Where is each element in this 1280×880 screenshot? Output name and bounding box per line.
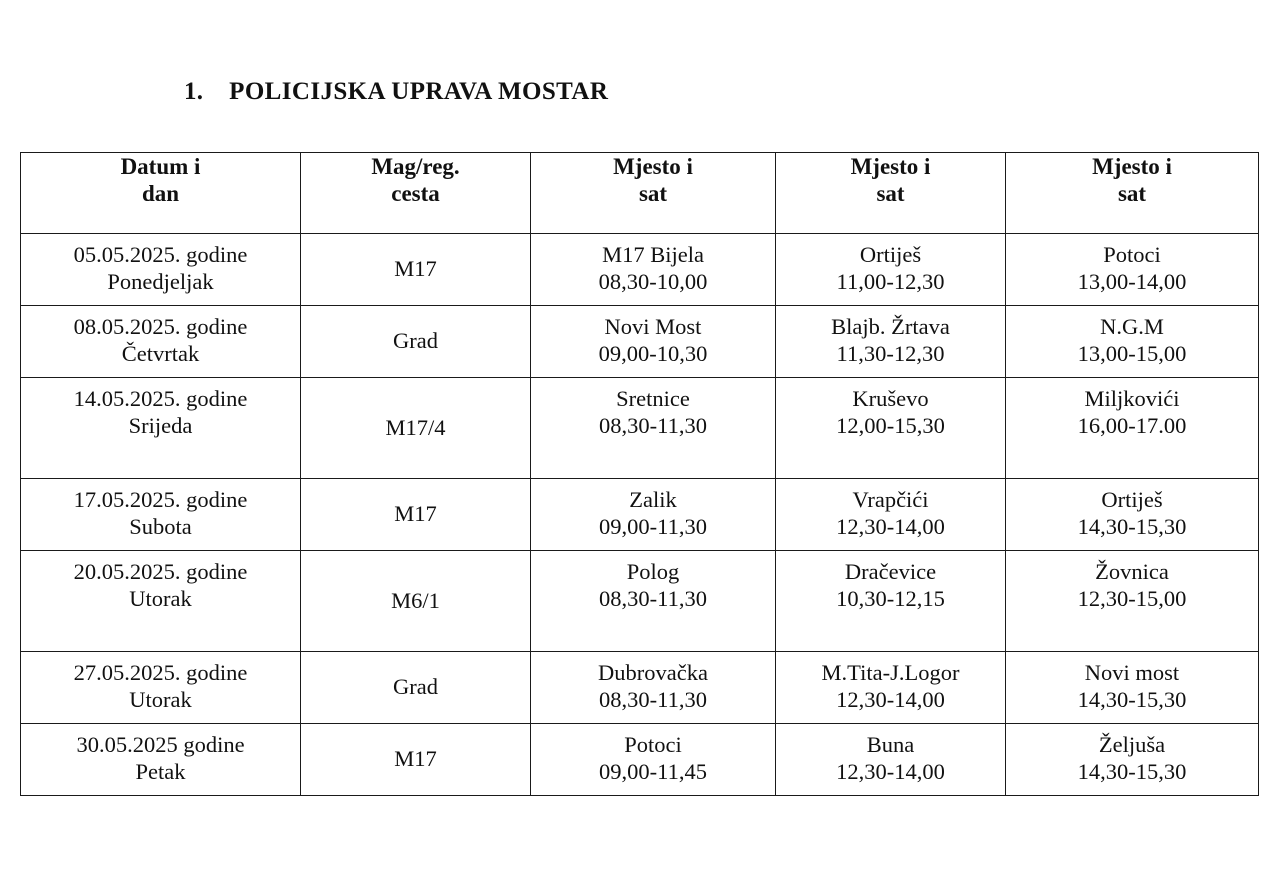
cell-date-value: 20.05.2025. godine [73, 559, 248, 584]
column-header-place-3-line2: sat [1117, 181, 1147, 207]
cell-road-value: M6/1 [391, 587, 440, 613]
cell-place-1-name: Zalik [629, 487, 677, 512]
cell-date [21, 652, 301, 724]
cell-place-1 [531, 724, 776, 796]
cell-place-2-name: Vrapčići [852, 487, 929, 512]
cell-place-3-time: 16,00-17.00 [1077, 412, 1187, 438]
cell-place-2-time: 10,30-12,15 [836, 585, 945, 611]
cell-place-3 [1006, 378, 1259, 479]
cell-day-value: Petak [135, 758, 186, 784]
cell-place-1 [531, 479, 776, 551]
cell-place-1-name: Dubrovačka [598, 660, 708, 685]
cell-date [21, 378, 301, 479]
column-header-date-line1: Datum i [120, 154, 201, 179]
table-row [21, 234, 1259, 306]
page-title [184, 78, 608, 106]
cell-date [21, 551, 301, 652]
cell-place-2 [776, 378, 1006, 479]
cell-place-3 [1006, 724, 1259, 796]
cell-place-2 [776, 479, 1006, 551]
cell-place-2-name: Dračevice [844, 559, 937, 584]
cell-road-value: M17 [394, 501, 437, 527]
table-header [21, 153, 1259, 234]
cell-date-value: 27.05.2025. godine [73, 660, 248, 685]
cell-road-value: Grad [393, 674, 438, 700]
cell-road [301, 479, 531, 551]
cell-place-1 [531, 306, 776, 378]
cell-place-1-time: 09,00-10,30 [598, 340, 708, 366]
cell-place-2 [776, 652, 1006, 724]
column-header-date [21, 153, 301, 234]
cell-place-3-name: Željuša [1098, 732, 1166, 757]
cell-place-1-time: 08,30-11,30 [599, 585, 707, 611]
cell-place-2 [776, 724, 1006, 796]
cell-place-1 [531, 378, 776, 479]
cell-road-value: M17 [394, 746, 437, 772]
cell-day-value: Srijeda [128, 412, 193, 438]
cell-road-value: Grad [393, 328, 438, 354]
cell-place-1-name: M17 Bijela [602, 242, 704, 267]
table-row [21, 378, 1259, 479]
cell-place-1-time: 08,30-11,30 [599, 412, 707, 438]
cell-day-value: Ponedjeljak [107, 268, 214, 294]
cell-place-3 [1006, 551, 1259, 652]
column-header-road-line2: cesta [391, 181, 440, 207]
cell-place-2-time: 12,30-14,00 [836, 686, 945, 712]
cell-place-2 [776, 234, 1006, 306]
cell-place-3 [1006, 652, 1259, 724]
column-header-road [301, 153, 531, 234]
column-header-place-2 [776, 153, 1006, 234]
cell-place-3-name: Potoci [1103, 242, 1161, 267]
cell-place-3-name: N.G.M [1100, 314, 1164, 339]
table-row [21, 652, 1259, 724]
cell-place-3-name: Žovnica [1095, 559, 1169, 584]
table-body [21, 234, 1259, 796]
column-header-place-3-line1: Mjesto i [1092, 154, 1172, 179]
cell-place-2-name: Kruševo [852, 386, 929, 411]
heading-number: 1. [184, 78, 204, 105]
patrol-schedule-table [20, 152, 1259, 796]
cell-place-1-time: 08,30-11,30 [599, 686, 707, 712]
cell-date [21, 479, 301, 551]
cell-place-1-name: Polog [626, 559, 680, 584]
cell-place-2-time: 11,00-12,30 [836, 268, 945, 294]
cell-place-3-time: 13,00-14,00 [1077, 268, 1187, 294]
column-header-place-1-line2: sat [638, 181, 668, 207]
cell-road [301, 652, 531, 724]
cell-road [301, 306, 531, 378]
cell-place-1-time: 09,00-11,45 [599, 758, 707, 784]
cell-place-3 [1006, 479, 1259, 551]
cell-place-3-name: Ortiješ [1101, 487, 1163, 512]
cell-day-value: Subota [129, 513, 192, 539]
cell-place-2-name: Blajb. Žrtava [831, 314, 950, 339]
column-header-place-3 [1006, 153, 1259, 234]
cell-road-value: M17/4 [385, 414, 446, 440]
cell-place-3-name: Novi most [1084, 660, 1180, 685]
cell-date [21, 724, 301, 796]
table-row [21, 724, 1259, 796]
cell-place-2-time: 11,30-12,30 [836, 340, 945, 366]
cell-place-1-time: 09,00-11,30 [599, 513, 707, 539]
cell-place-3 [1006, 306, 1259, 378]
cell-place-1 [531, 652, 776, 724]
cell-place-1-name: Potoci [624, 732, 682, 757]
cell-date-value: 05.05.2025. godine [73, 242, 248, 267]
cell-place-1 [531, 234, 776, 306]
cell-day-value: Utorak [129, 585, 192, 611]
cell-place-2-time: 12,30-14,00 [836, 513, 945, 539]
cell-date-value: 30.05.2025 godine [76, 732, 245, 757]
cell-place-1-name: Sretnice [616, 386, 690, 411]
cell-place-2-name: Buna [866, 732, 915, 757]
cell-place-2 [776, 551, 1006, 652]
table-row [21, 479, 1259, 551]
cell-road [301, 724, 531, 796]
cell-day-value: Četvrtak [121, 340, 200, 366]
cell-road [301, 234, 531, 306]
cell-place-1-name: Novi Most [604, 314, 702, 339]
cell-place-2-name: M.Tita-J.Logor [821, 660, 960, 685]
cell-date-value: 08.05.2025. godine [73, 314, 248, 339]
cell-place-2-name: Ortiješ [859, 242, 922, 267]
cell-place-3-time: 14,30-15,30 [1077, 686, 1187, 712]
cell-place-2-time: 12,00-15,30 [836, 412, 945, 438]
cell-place-2 [776, 306, 1006, 378]
heading-title: POLICIJSKA UPRAVA MOSTAR [229, 78, 609, 105]
cell-place-3-name: Miljkovići [1084, 386, 1180, 411]
cell-place-3-time: 14,30-15,30 [1077, 758, 1187, 784]
table-header-row [21, 153, 1259, 234]
column-header-place-2-line1: Mjesto i [850, 154, 931, 179]
column-header-date-line2: dan [141, 181, 180, 207]
cell-date [21, 306, 301, 378]
table-row [21, 306, 1259, 378]
column-header-place-2-line2: sat [876, 181, 905, 207]
cell-date [21, 234, 301, 306]
cell-day-value: Utorak [129, 686, 192, 712]
cell-road-value: M17 [394, 256, 437, 282]
cell-place-3-time: 14,30-15,30 [1077, 513, 1187, 539]
cell-place-3-time: 13,00-15,00 [1077, 340, 1187, 366]
cell-place-1 [531, 551, 776, 652]
cell-place-3-time: 12,30-15,00 [1077, 585, 1187, 611]
column-header-place-1-line1: Mjesto i [613, 154, 693, 179]
cell-road [301, 551, 531, 652]
table-row [21, 551, 1259, 652]
cell-place-3 [1006, 234, 1259, 306]
column-header-road-line1: Mag/reg. [371, 154, 460, 179]
column-header-place-1 [531, 153, 776, 234]
cell-place-1-time: 08,30-10,00 [598, 268, 708, 294]
cell-place-2-time: 12,30-14,00 [836, 758, 945, 784]
cell-date-value: 14.05.2025. godine [73, 386, 248, 411]
cell-road [301, 378, 531, 479]
cell-date-value: 17.05.2025. godine [73, 487, 248, 512]
